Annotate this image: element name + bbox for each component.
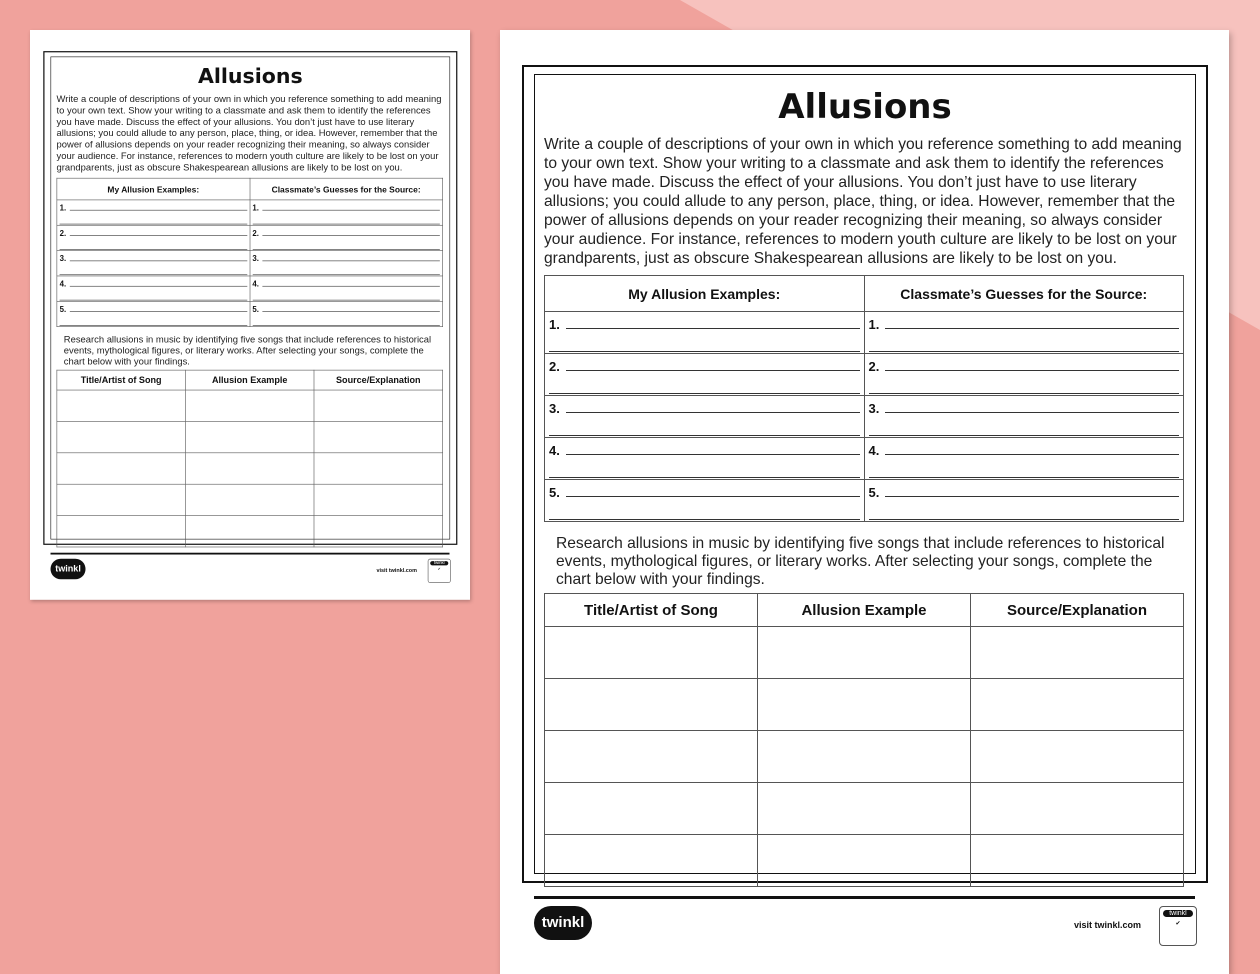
outer-border <box>43 51 457 545</box>
cell[interactable] <box>758 835 971 887</box>
badge-label: twinkl <box>1163 910 1193 917</box>
header-allusion-example: Allusion Example <box>758 594 971 627</box>
twinkl-logo: twinkl <box>534 906 592 940</box>
cell[interactable] <box>57 390 186 421</box>
item-number: 5. <box>59 304 67 314</box>
item-number: 2. <box>59 228 67 238</box>
answer-cell[interactable] <box>250 276 443 301</box>
cell[interactable] <box>545 627 758 679</box>
item-number: 5. <box>549 485 560 500</box>
cell[interactable] <box>314 390 443 421</box>
item-number: 1. <box>549 317 560 332</box>
item-number: 1. <box>868 317 880 332</box>
badge-label: twinkl <box>430 561 448 565</box>
footer-divider <box>534 896 1195 899</box>
cell[interactable] <box>185 421 314 452</box>
cell[interactable] <box>758 731 971 783</box>
answer-cell[interactable] <box>57 200 250 225</box>
song-table <box>544 593 1184 887</box>
answer-cell[interactable] <box>864 354 1184 396</box>
worksheet-preview-small[interactable] <box>30 30 470 600</box>
item-number: 4. <box>549 443 560 458</box>
header-source: Source/Explanation <box>314 370 443 390</box>
item-number: 5. <box>868 485 880 500</box>
worksheet-title: Allusions <box>778 87 952 127</box>
header-allusion-example: Allusion Example <box>185 370 314 390</box>
research-text: Research allusions in music by identifying five songs that include references to historical events, mythological figures, or literary works. After selecting your songs, complete the chart below with your findings. <box>63 334 432 367</box>
header-classmate-guesses: Classmate’s Guesses for the Source: <box>250 178 443 200</box>
allusion-table <box>57 178 443 327</box>
answer-cell[interactable] <box>545 396 865 438</box>
answer-cell[interactable] <box>545 480 865 522</box>
cell[interactable] <box>57 453 186 484</box>
cell[interactable] <box>758 627 971 679</box>
cell[interactable] <box>57 516 186 547</box>
cell[interactable] <box>545 679 758 731</box>
item-number: 1. <box>59 203 67 213</box>
answer-cell[interactable] <box>57 276 250 301</box>
item-number: 3. <box>252 253 259 263</box>
item-number: 4. <box>59 279 67 289</box>
answer-cell[interactable] <box>545 354 865 396</box>
header-title-artist: Title/Artist of Song <box>57 370 186 390</box>
visit-link: visit twinkl.com <box>1073 920 1141 930</box>
cell[interactable] <box>185 390 314 421</box>
cell[interactable] <box>971 783 1184 835</box>
header-title-artist: Title/Artist of Song <box>545 594 758 627</box>
item-number: 1. <box>252 203 259 213</box>
cell[interactable] <box>185 453 314 484</box>
header-my-examples: My Allusion Examples: <box>545 276 865 312</box>
answer-cell[interactable] <box>545 312 865 354</box>
item-number: 3. <box>59 253 67 263</box>
item-number: 5. <box>252 304 259 314</box>
item-number: 3. <box>549 401 560 416</box>
cell[interactable] <box>971 627 1184 679</box>
cell[interactable] <box>185 484 314 515</box>
answer-cell[interactable] <box>250 251 443 276</box>
answer-cell[interactable] <box>864 480 1184 522</box>
header-source: Source/Explanation <box>971 594 1184 627</box>
footer-divider <box>51 553 450 555</box>
answer-cell[interactable] <box>864 438 1184 480</box>
worksheet-title: Allusions <box>197 64 303 89</box>
item-number: 4. <box>252 279 259 289</box>
cell[interactable] <box>314 453 443 484</box>
research-text: Research allusions in music by identifying five songs that include references to historical events, mythological figures, or literary works. After selecting your songs, complete the chart below with your findings. <box>556 535 1165 588</box>
answer-cell[interactable] <box>57 251 250 276</box>
cell[interactable] <box>314 484 443 515</box>
cell[interactable] <box>57 421 186 452</box>
quality-badge-icon: twinkl ✔ <box>1159 906 1197 946</box>
answer-cell[interactable] <box>250 200 443 225</box>
cell[interactable] <box>185 516 314 547</box>
header-my-examples: My Allusion Examples: <box>57 178 250 200</box>
answer-cell[interactable] <box>57 225 250 250</box>
cell[interactable] <box>758 679 971 731</box>
cell[interactable] <box>545 731 758 783</box>
cell[interactable] <box>971 835 1184 887</box>
intro-text: Write a couple of descriptions of your own in which you reference something to add meaning to your own text. Show your writing to a classmate and ask them to identify the references you have made. Discuss the effect of your allusions. You don’t just have to use literary allusions; you could allude to any person, place, thing, or idea. However, remember that the power of allusions depends on your reader recognizing their meaning, so always consider your audience. For instance, references to modern youth culture are likely to be lost on your grandparents, just as obscure Shakespearean allusions are likely to be lost on you. <box>544 136 1182 267</box>
cell[interactable] <box>971 679 1184 731</box>
answer-cell[interactable] <box>545 438 865 480</box>
item-number: 2. <box>549 359 560 374</box>
item-number: 4. <box>868 443 880 458</box>
answer-cell[interactable] <box>864 312 1184 354</box>
twinkl-logo: twinkl <box>51 559 86 580</box>
outer-border <box>522 65 1208 883</box>
item-number: 2. <box>868 359 880 374</box>
quality-badge-icon: twinkl ✔ <box>428 559 451 583</box>
song-table <box>57 370 443 547</box>
cell[interactable] <box>758 783 971 835</box>
cell[interactable] <box>314 421 443 452</box>
intro-text: Write a couple of descriptions of your own in which you reference something to add meaning to your own text. Show your writing to a classmate and ask them to identify the references you have made. Discuss the effect of your allusions. You don’t just have to use literary allusions; you could allude to any person, place, thing, or idea. However, remember that the power of allusions depends on your reader recognizing their meaning, so always consider your audience. For instance, references to modern youth culture are likely to be lost on your grandparents, just as obscure Shakespearean allusions are likely to be lost on you. <box>56 93 442 174</box>
answer-cell[interactable] <box>250 301 443 326</box>
cell[interactable] <box>545 835 758 887</box>
cell[interactable] <box>545 783 758 835</box>
cell[interactable] <box>314 516 443 547</box>
cell[interactable] <box>57 484 186 515</box>
answer-cell[interactable] <box>57 301 250 326</box>
header-classmate-guesses: Classmate’s Guesses for the Source: <box>864 276 1184 312</box>
inner-border <box>534 74 1196 874</box>
allusion-table <box>544 275 1184 522</box>
visit-link: visit twinkl.com <box>376 567 417 574</box>
answer-cell[interactable] <box>250 225 443 250</box>
answer-cell[interactable] <box>864 396 1184 438</box>
item-number: 3. <box>868 401 880 416</box>
inner-border <box>51 57 451 540</box>
cell[interactable] <box>971 731 1184 783</box>
item-number: 2. <box>252 228 259 238</box>
worksheet-preview-large[interactable] <box>500 30 1229 974</box>
